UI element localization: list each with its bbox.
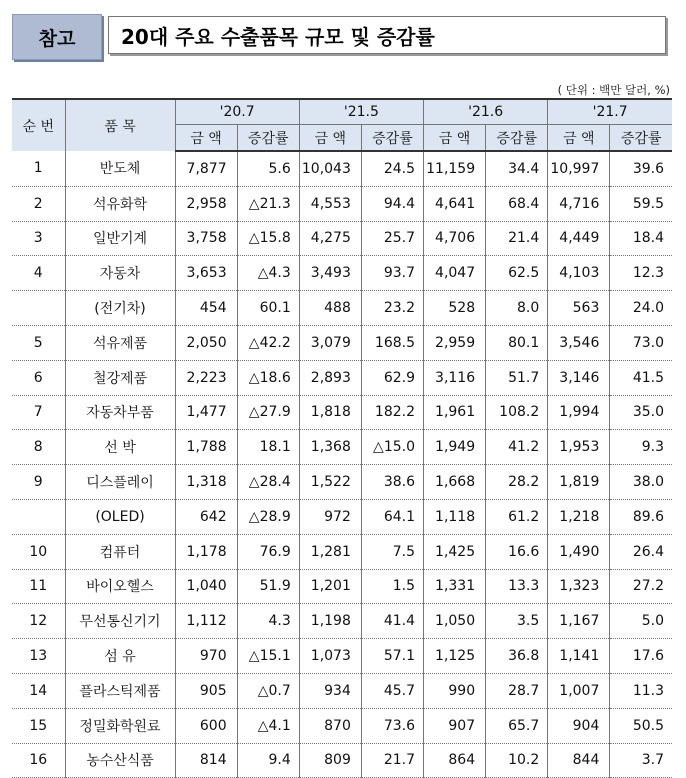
- rate-cell: 168.5: [361, 325, 423, 360]
- table-row: [12, 221, 672, 256]
- rate-cell: 21.4: [486, 221, 548, 256]
- row-item: (전기차): [65, 291, 175, 326]
- table-row: [12, 430, 672, 465]
- amount-cell: 1,141: [548, 639, 610, 674]
- rate-cell: 93.7: [361, 256, 423, 291]
- amount-cell: 809: [299, 743, 361, 778]
- rate-cell: 35.0: [610, 395, 672, 430]
- amount-cell: 1,522: [299, 465, 361, 500]
- rate-cell: 41.5: [610, 360, 672, 395]
- rate-cell: 64.1: [361, 499, 423, 534]
- amount-cell: 454: [175, 291, 237, 326]
- amount-cell: 1,819: [548, 465, 610, 500]
- row-item: 농수산식품: [65, 743, 175, 778]
- rate-cell: 25.7: [361, 221, 423, 256]
- amount-cell: 1,218: [548, 499, 610, 534]
- row-number: 13: [12, 639, 65, 674]
- amount-cell: 2,959: [424, 325, 486, 360]
- rate-cell: 65.7: [486, 708, 548, 743]
- rate-cell: 34.4: [486, 151, 548, 186]
- row-item: 자동차부품: [65, 395, 175, 430]
- table-row: [12, 325, 672, 360]
- amount-cell: 1,178: [175, 534, 237, 569]
- row-number: 16: [12, 743, 65, 778]
- amount-cell: 1,167: [548, 604, 610, 639]
- row-item: 철강제품: [65, 360, 175, 395]
- amount-cell: 528: [424, 291, 486, 326]
- rate-cell: 11.3: [610, 673, 672, 708]
- amount-cell: 1,323: [548, 569, 610, 604]
- rate-cell: 24.5: [361, 151, 423, 186]
- rate-cell: 18.4: [610, 221, 672, 256]
- row-item: 섬 유: [65, 639, 175, 674]
- amount-cell: 1,331: [424, 569, 486, 604]
- amount-cell: 934: [299, 673, 361, 708]
- export-items-table: [12, 98, 672, 778]
- rate-cell: 68.4: [486, 186, 548, 221]
- row-item: 정밀화학원료: [65, 708, 175, 743]
- amount-cell: 4,641: [424, 186, 486, 221]
- col-header-amount: 금 액: [175, 125, 237, 152]
- row-number: [12, 291, 65, 326]
- col-header-period: '20.7: [175, 99, 299, 125]
- col-header-amount: 금 액: [299, 125, 361, 152]
- amount-cell: 1,118: [424, 499, 486, 534]
- rate-cell: △28.4: [237, 465, 299, 500]
- rate-cell: 108.2: [486, 395, 548, 430]
- rate-cell: 50.5: [610, 708, 672, 743]
- rate-cell: 10.2: [486, 743, 548, 778]
- rate-cell: 5.0: [610, 604, 672, 639]
- amount-cell: 1,201: [299, 569, 361, 604]
- rate-cell: 4.3: [237, 604, 299, 639]
- row-item: 반도체: [65, 151, 175, 186]
- col-header-rate: 증감률: [610, 125, 672, 152]
- rate-cell: 38.0: [610, 465, 672, 500]
- rate-cell: △15.1: [237, 639, 299, 674]
- row-item: 일반기계: [65, 221, 175, 256]
- row-number: 1: [12, 151, 65, 186]
- row-item: 자동차: [65, 256, 175, 291]
- reference-tag: 참고: [12, 14, 102, 60]
- row-item: 플라스틱제품: [65, 673, 175, 708]
- table-body: [12, 151, 672, 778]
- row-number: 14: [12, 673, 65, 708]
- rate-cell: 62.5: [486, 256, 548, 291]
- rate-cell: △15.0: [361, 430, 423, 465]
- rate-cell: 27.2: [610, 569, 672, 604]
- amount-cell: 1,490: [548, 534, 610, 569]
- page-title: 20대 주요 수출품목 규모 및 증감률: [108, 16, 666, 54]
- row-number: 8: [12, 430, 65, 465]
- amount-cell: 2,893: [299, 360, 361, 395]
- rate-cell: 3.5: [486, 604, 548, 639]
- amount-cell: 10,043: [299, 151, 361, 186]
- rate-cell: 62.9: [361, 360, 423, 395]
- rate-cell: 7.5: [361, 534, 423, 569]
- amount-cell: 3,146: [548, 360, 610, 395]
- amount-cell: 1,198: [299, 604, 361, 639]
- amount-cell: 3,546: [548, 325, 610, 360]
- amount-cell: 4,706: [424, 221, 486, 256]
- row-item: 디스플레이: [65, 465, 175, 500]
- col-header-rate: 증감률: [237, 125, 299, 152]
- amount-cell: 970: [175, 639, 237, 674]
- rate-cell: 38.6: [361, 465, 423, 500]
- rate-cell: △27.9: [237, 395, 299, 430]
- rate-cell: 17.6: [610, 639, 672, 674]
- rate-cell: △4.3: [237, 256, 299, 291]
- amount-cell: 4,275: [299, 221, 361, 256]
- table-row: [12, 604, 672, 639]
- col-header-no: 순 번: [12, 99, 65, 151]
- col-header-item: 품 목: [65, 99, 175, 151]
- rate-cell: 9.4: [237, 743, 299, 778]
- row-number: 2: [12, 186, 65, 221]
- col-header-rate: 증감률: [361, 125, 423, 152]
- rate-cell: 73.0: [610, 325, 672, 360]
- table-row: [12, 673, 672, 708]
- row-number: 6: [12, 360, 65, 395]
- amount-cell: 4,103: [548, 256, 610, 291]
- amount-cell: 4,553: [299, 186, 361, 221]
- amount-cell: 1,050: [424, 604, 486, 639]
- amount-cell: 1,477: [175, 395, 237, 430]
- rate-cell: 182.2: [361, 395, 423, 430]
- page-header: [12, 14, 668, 60]
- amount-cell: 3,493: [299, 256, 361, 291]
- rate-cell: 12.3: [610, 256, 672, 291]
- amount-cell: 3,116: [424, 360, 486, 395]
- amount-cell: 1,949: [424, 430, 486, 465]
- rate-cell: 21.7: [361, 743, 423, 778]
- unit-note: ( 단위 : 백만 달러, %): [557, 83, 670, 97]
- row-item: 석유화학: [65, 186, 175, 221]
- amount-cell: 1,318: [175, 465, 237, 500]
- rate-cell: △42.2: [237, 325, 299, 360]
- amount-cell: 3,079: [299, 325, 361, 360]
- row-item: 무선통신기기: [65, 604, 175, 639]
- amount-cell: 2,050: [175, 325, 237, 360]
- rate-cell: △28.9: [237, 499, 299, 534]
- row-number: 4: [12, 256, 65, 291]
- amount-cell: 1,961: [424, 395, 486, 430]
- amount-cell: 972: [299, 499, 361, 534]
- rate-cell: 60.1: [237, 291, 299, 326]
- col-header-amount: 금 액: [424, 125, 486, 152]
- rate-cell: 41.2: [486, 430, 548, 465]
- rate-cell: 73.6: [361, 708, 423, 743]
- row-number: [12, 499, 65, 534]
- amount-cell: 1,425: [424, 534, 486, 569]
- amount-cell: 600: [175, 708, 237, 743]
- table-row: [12, 569, 672, 604]
- table-row: [12, 639, 672, 674]
- amount-cell: 1,818: [299, 395, 361, 430]
- amount-cell: 814: [175, 743, 237, 778]
- rate-cell: 57.1: [361, 639, 423, 674]
- rate-cell: 28.7: [486, 673, 548, 708]
- amount-cell: 3,758: [175, 221, 237, 256]
- amount-cell: 2,958: [175, 186, 237, 221]
- rate-cell: 18.1: [237, 430, 299, 465]
- rate-cell: △4.1: [237, 708, 299, 743]
- amount-cell: 488: [299, 291, 361, 326]
- col-header-period: '21.6: [424, 99, 548, 125]
- rate-cell: 1.5: [361, 569, 423, 604]
- amount-cell: 1,953: [548, 430, 610, 465]
- table-row: [12, 708, 672, 743]
- row-number: 7: [12, 395, 65, 430]
- col-header-amount: 금 액: [548, 125, 610, 152]
- amount-cell: 1,073: [299, 639, 361, 674]
- table-row: [12, 465, 672, 500]
- rate-cell: 51.9: [237, 569, 299, 604]
- table-row: [12, 743, 672, 778]
- rate-cell: 39.6: [610, 151, 672, 186]
- table-row: [12, 499, 672, 534]
- amount-cell: 4,047: [424, 256, 486, 291]
- rate-cell: 45.7: [361, 673, 423, 708]
- table-row: [12, 256, 672, 291]
- rate-cell: △18.6: [237, 360, 299, 395]
- rate-cell: 23.2: [361, 291, 423, 326]
- amount-cell: 1,112: [175, 604, 237, 639]
- rate-cell: 94.4: [361, 186, 423, 221]
- amount-cell: 864: [424, 743, 486, 778]
- amount-cell: 870: [299, 708, 361, 743]
- row-number: 11: [12, 569, 65, 604]
- rate-cell: 3.7: [610, 743, 672, 778]
- row-number: 3: [12, 221, 65, 256]
- row-number: 15: [12, 708, 65, 743]
- amount-cell: 844: [548, 743, 610, 778]
- rate-cell: 59.5: [610, 186, 672, 221]
- rate-cell: △15.8: [237, 221, 299, 256]
- row-item: 석유제품: [65, 325, 175, 360]
- col-header-period: '21.5: [299, 99, 423, 125]
- amount-cell: 1,668: [424, 465, 486, 500]
- rate-cell: △21.3: [237, 186, 299, 221]
- rate-cell: 89.6: [610, 499, 672, 534]
- amount-cell: 1,281: [299, 534, 361, 569]
- rate-cell: △0.7: [237, 673, 299, 708]
- row-item: 선 박: [65, 430, 175, 465]
- table-row: [12, 395, 672, 430]
- row-number: 9: [12, 465, 65, 500]
- rate-cell: 80.1: [486, 325, 548, 360]
- col-header-period: '21.7: [548, 99, 672, 125]
- amount-cell: 563: [548, 291, 610, 326]
- rate-cell: 76.9: [237, 534, 299, 569]
- amount-cell: 4,449: [548, 221, 610, 256]
- amount-cell: 907: [424, 708, 486, 743]
- amount-cell: 11,159: [424, 151, 486, 186]
- amount-cell: 1,040: [175, 569, 237, 604]
- amount-cell: 1,368: [299, 430, 361, 465]
- rate-cell: 9.3: [610, 430, 672, 465]
- header-row-periods: [12, 99, 672, 125]
- amount-cell: 904: [548, 708, 610, 743]
- rate-cell: 5.6: [237, 151, 299, 186]
- col-header-rate: 증감률: [486, 125, 548, 152]
- row-number: 5: [12, 325, 65, 360]
- table-row: [12, 291, 672, 326]
- amount-cell: 4,716: [548, 186, 610, 221]
- rate-cell: 41.4: [361, 604, 423, 639]
- amount-cell: 1,125: [424, 639, 486, 674]
- row-number: 10: [12, 534, 65, 569]
- amount-cell: 1,994: [548, 395, 610, 430]
- row-item: 컴퓨터: [65, 534, 175, 569]
- rate-cell: 51.7: [486, 360, 548, 395]
- table-row: [12, 151, 672, 186]
- amount-cell: 3,653: [175, 256, 237, 291]
- amount-cell: 2,223: [175, 360, 237, 395]
- rate-cell: 13.3: [486, 569, 548, 604]
- amount-cell: 10,997: [548, 151, 610, 186]
- rate-cell: 16.6: [486, 534, 548, 569]
- table-row: [12, 534, 672, 569]
- rate-cell: 24.0: [610, 291, 672, 326]
- rate-cell: 61.2: [486, 499, 548, 534]
- amount-cell: 1,788: [175, 430, 237, 465]
- amount-cell: 905: [175, 673, 237, 708]
- row-number: 12: [12, 604, 65, 639]
- rate-cell: 36.8: [486, 639, 548, 674]
- rate-cell: 28.2: [486, 465, 548, 500]
- row-item: (OLED): [65, 499, 175, 534]
- amount-cell: 1,007: [548, 673, 610, 708]
- table-row: [12, 186, 672, 221]
- row-item: 바이오헬스: [65, 569, 175, 604]
- amount-cell: 642: [175, 499, 237, 534]
- rate-cell: 8.0: [486, 291, 548, 326]
- amount-cell: 7,877: [175, 151, 237, 186]
- table-row: [12, 360, 672, 395]
- rate-cell: 26.4: [610, 534, 672, 569]
- amount-cell: 990: [424, 673, 486, 708]
